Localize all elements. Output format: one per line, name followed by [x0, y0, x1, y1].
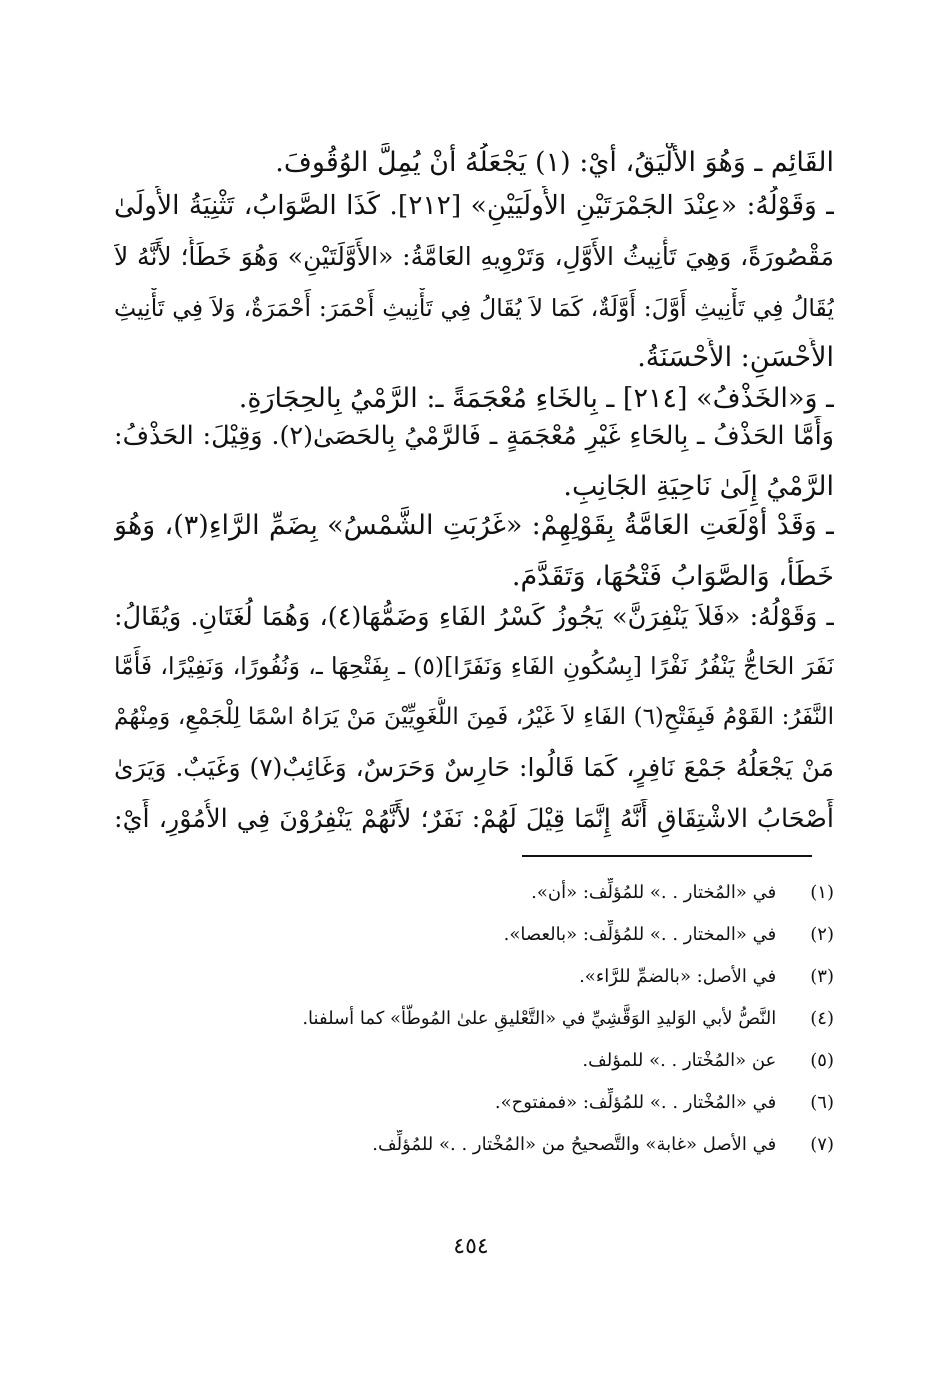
footnote-text: في «المُخْتار . .» للمُؤلِّف: «فمفتوح». — [494, 1092, 777, 1113]
footnote-text: في الأصل «غابة» والتَّصحيحُ من «المُخْتار . .» للمُؤلِّف. — [372, 1134, 777, 1155]
footnote-number: (٣) — [810, 966, 834, 987]
footnote-2 — [114, 920, 834, 950]
body-line-7: وَأَمَّا الحَذْفُ ـ بِالحَاءِ غَيْرِ مُعْجَمَةٍ ـ فَالرَّمْيُ بِالحَصَىٰ(٢). وَقِيْلَ: الحَذْفُ: — [114, 421, 834, 451]
footnote-text: في «المُختار . .» للمُؤلِّف: «أن». — [531, 882, 777, 903]
body-line-3: مَقْصُورَةً، وَهِيَ تَأْنِيثُ الأَوَّلِ، وَتَرْوِيهِ العَامَّةُ: «الأَوَّلَتَيْنِ» وَهُوَ خَطَأٌ؛ لأَنَّهُ لاَ — [114, 242, 834, 271]
footnote-text: في الأصل: «بالضمِّ للرَّاء». — [579, 966, 777, 987]
footnote-number: (٥) — [810, 1050, 834, 1071]
footnote-1 — [114, 878, 834, 908]
footnote-7 — [114, 1130, 834, 1160]
footnote-3 — [114, 962, 834, 992]
body-line-1: القَائِم ـ وَهُوَ الأَلْيَقُ، أَيْ: (١) يَجْعَلُهُ أَنْ يُمِلَّ الوُقُوفَ. — [275, 147, 834, 178]
footnote-number: (٤) — [810, 1008, 834, 1029]
body-line-10: خَطَأٌ، وَالصَّوَابُ فَتْحُهَا، وَتَقَدَّمَ. — [511, 561, 834, 592]
footnote-separator — [522, 855, 812, 857]
body-line-8: الرَّمْيُ إِلَىٰ نَاحِيَةِ الجَانِبِ. — [563, 471, 834, 502]
body-line-6: ـ وَ«الخَذْفُ» [٢١٤] ـ بِالخَاءِ مُعْجَمَةً ـ: الرَّمْيُ بِالحِجَارَةِ. — [238, 383, 834, 414]
footnote-4 — [114, 1004, 834, 1034]
footnote-number: (٧) — [810, 1134, 834, 1155]
footnote-text: في «المختار . .» للمُؤلِّف: «بالعصا». — [503, 924, 777, 945]
body-line-15: أَصْحَابُ الاشْتِقَاقِ أَنَّهُ إِنَّمَا قِيْلَ لَهُمْ: نَفَرٌ؛ لأَنَّهُمْ يَنْفِرُوْنَ فِي الأُمُوْرِ، أَيْ: — [114, 804, 834, 834]
body-line-13: النَّفَرُ: القَوْمُ فَبِفَتْحِ(٦) الفَاءِ لاَ غَيْرُ، فَمِنَ اللُّغَوِيِّيْنَ مَنْ يَرَاهُ اسْمًا لِلْجَمْعِ، وَمِنْهُمْ — [114, 704, 834, 730]
body-line-12: نَفَرَ الحَاجُّ يَنْفُرُ نَفْرًا [بِسُكُونِ الفَاءِ وَنَفَرًا](٥) ـ بِفَتْحِهَا ـ، وَنُفُورًا، وَنَفِيْرًا، فَأَمَّا — [114, 652, 834, 680]
body-line-4: يُقَالُ فِي تَأْنِيثِ أَوَّلَ: أَوَّلَةٌ، كَمَا لاَ يُقَالُ فِي تَأْنِيثِ أَحْمَرَ: أَحْمَرَةٌ، وَلاَ فِي تَأْنِيثِ — [114, 294, 834, 322]
body-line-2: ـ وَقَوْلُهُ: «عِنْدَ الجَمْرَتَيْنِ الأُولَيَيْنِ» [٢١٢]. كَذَا الصَّوَابُ، تَثْنِيَةُ الأُولَىٰ — [114, 190, 834, 221]
footnote-number: (١) — [810, 882, 834, 903]
footnote-number: (٢) — [810, 924, 834, 945]
footnote-5 — [114, 1046, 834, 1076]
body-line-14: مَنْ يَجْعَلُهُ جَمْعَ نَافِرٍ، كَمَا قَالُوا: حَارِسٌ وَحَرَسٌ، وَغَائِبٌ(٧) وَغَيَبٌ. وَيَرَىٰ — [114, 753, 834, 782]
footnote-6 — [114, 1088, 834, 1118]
footnote-number: (٦) — [810, 1092, 834, 1113]
footnote-text: النَّصُّ لأبي الوَليدِ الوَقَّشِيِّ في «التَّعْليقِ علىٰ المُوطَّأ» كما أسلفنا. — [302, 1008, 777, 1029]
page-number: ٤٥٤ — [453, 1234, 489, 1259]
body-line-5: الأَحْسَنِ: الأَحْسَنَةُ. — [637, 342, 834, 373]
footnote-text: عن «المُخْتار . .» للمؤلف. — [582, 1050, 777, 1071]
body-line-9: ـ وَقَدْ أَوْلَعَتِ العَامَّةُ بِقَوْلِهِمْ: «غَرُبَتِ الشَّمْسُ» بِضَمِّ الرَّاءِ(٣)، وَهُوَ — [114, 510, 834, 541]
body-line-11: ـ وَقَوْلُهُ: «فَلاَ يَنْفِرَنَّ» يَجُوزُ كَسْرُ الفَاءِ وَضَمُّهَا(٤)، وَهُمَا لُغَتَانِ. وَيُقَالُ: — [114, 602, 834, 632]
